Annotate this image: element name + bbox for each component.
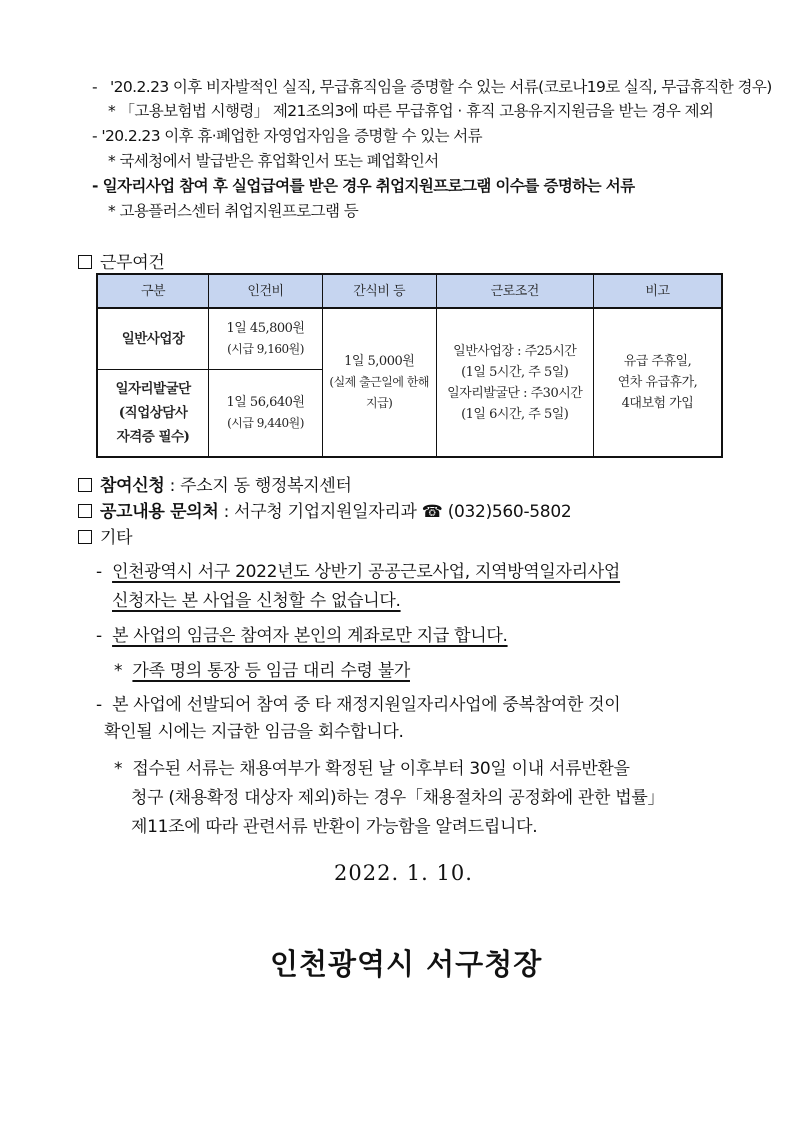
checkbox-square-icon xyxy=(78,504,92,518)
column-header: 구분 xyxy=(97,274,209,308)
etc-note-text: 가족 명의 통장 등 임금 대리 수령 불가 xyxy=(132,661,410,681)
etc-item-text: 인천광역시 서구 2022년도 상반기 공공근로사업, 지역방역일자리사업 xyxy=(112,562,621,582)
column-header: 간식비 등 xyxy=(322,274,436,308)
table-row xyxy=(97,308,722,369)
row-category: 일자리발굴단 (직업상담사 자격증 필수) xyxy=(97,369,209,457)
checkbox-square-icon xyxy=(78,255,92,269)
doc-list-item: - '20.2.23 이후 휴·폐업한 자영업자임을 증명할 수 있는 서류 xyxy=(92,127,483,145)
inquiry-text: : 서구청 기업지원일자리과 xyxy=(223,502,417,522)
remarks-cell: 유급 주휴일, 연차 유급휴가, 4대보험 가입 xyxy=(593,308,722,457)
etc-item-continued: 신청자는 본 사업을 신청할 수 없습니다. xyxy=(112,591,401,611)
column-header: 인건비 xyxy=(209,274,323,308)
etc-item-text: 본 사업의 임금은 참여자 본인의 계좌로만 지급 합니다. xyxy=(112,626,508,646)
work-hours-cell: 일반사업장 : 주25시간 (1일 5시간, 주 5일) 일자리발굴단 : 주30시간 (1일 6시간, 주 5일) xyxy=(436,308,593,457)
etc-note-continued: 제11조에 따라 관련서류 반환이 가능함을 알려드립니다. xyxy=(131,817,538,837)
doc-note-text: 국세청에서 발급받은 휴업확인서 또는 폐업확인서 xyxy=(119,152,439,170)
issuer-signature: 인천광역시 서구청장 xyxy=(270,947,543,981)
etc-note: * 가족 명의 통장 등 임금 대리 수령 불가 xyxy=(114,661,410,681)
doc-note-text: 고용플러스센터 취업지원프로그램 등 xyxy=(119,202,359,220)
apply-text: : 주소지 동 행정복지센터 xyxy=(169,476,352,496)
doc-list-note: * 「고용보험법 시행령」 제21조의3에 따른 무급휴업 · 휴직 고용유지지원금을 받는 경우 제외 xyxy=(108,102,714,120)
snack-cost-cell: 1일 5,000원 (실제 출근일에 한해 지급) xyxy=(322,308,436,457)
phone-icon: ☎ xyxy=(421,502,443,522)
doc-list-item: - 일자리사업 참여 후 실업급여를 받은 경우 취업지원프로그램 이수를 증명하는 서류 xyxy=(92,177,635,195)
doc-list-note: * 국세청에서 발급받은 휴업확인서 또는 폐업확인서 xyxy=(108,152,439,170)
wage-cell: 1일 56,640원 (시급 9,440원) xyxy=(209,369,323,457)
checkbox-square-icon xyxy=(78,478,92,492)
etc-item: - 본 사업의 임금은 참여자 본인의 계좌로만 지급 합니다. xyxy=(96,626,508,646)
wage-cell: 1일 45,800원 (시급 9,160원) xyxy=(209,308,323,369)
apply-info xyxy=(78,471,352,496)
row-category: 일반사업장 xyxy=(97,308,209,369)
phone-number: (032)560-5802 xyxy=(447,502,572,522)
etc-note-text: 접수된 서류는 채용여부가 확정된 날 이후부터 30일 이내 서류반환을 xyxy=(132,759,630,779)
section-heading-etc: 기타 xyxy=(78,523,132,548)
etc-item: - 인천광역시 서구 2022년도 상반기 공공근로사업, 지역방역일자리사업 xyxy=(96,562,621,582)
table-header-row xyxy=(97,274,722,308)
etc-item-continued: 확인될 시에는 지급한 임금을 회수합니다. xyxy=(104,722,404,742)
inquiry-label: 공고내용 문의처 xyxy=(100,502,219,522)
doc-list-note: * 고용플러스센터 취업지원프로그램 등 xyxy=(108,202,359,220)
checkbox-square-icon xyxy=(78,530,92,544)
section-heading-work-conditions: 근무여건 xyxy=(78,248,165,273)
etc-note-continued: 청구 (채용확정 대상자 제외)하는 경우「채용절차의 공정화에 관한 법률」 xyxy=(131,788,665,808)
work-conditions-table xyxy=(96,273,723,458)
apply-label: 참여신청 xyxy=(100,476,165,496)
column-header: 비고 xyxy=(593,274,722,308)
doc-note-text: 「고용보험법 시행령」 제21조의3에 따른 무급휴업 · 휴직 고용유지지원금을 받는 경우 제외 xyxy=(119,102,714,120)
doc-list-item: - '20.2.23 이후 비자발적인 실직, 무급휴직임을 증명할 수 있는 서류(코로나19로 실직, 무급휴직한 경우) xyxy=(92,78,772,96)
document-date: 2022. 1. 10. xyxy=(334,861,473,885)
column-header: 근로조건 xyxy=(436,274,593,308)
etc-item: - 본 사업에 선발되어 참여 중 타 재정지원일자리사업에 중복참여한 것이 xyxy=(96,695,621,715)
etc-item-text: 본 사업에 선발되어 참여 중 타 재정지원일자리사업에 중복참여한 것이 xyxy=(112,695,621,715)
doc-list-text: '20.2.23 이후 휴·폐업한 자영업자임을 증명할 수 있는 서류 xyxy=(101,127,483,145)
doc-list-text: 일자리사업 참여 후 실업급여를 받은 경우 취업지원프로그램 이수를 증명하는 서류 xyxy=(102,177,635,195)
etc-note: * 접수된 서류는 채용여부가 확정된 날 이후부터 30일 이내 서류반환을 xyxy=(114,759,630,779)
doc-list-text: '20.2.23 이후 비자발적인 실직, 무급휴직임을 증명할 수 있는 서류(코로나19로 실직, 무급휴직한 경우) xyxy=(109,78,772,96)
inquiry-info xyxy=(78,497,571,522)
